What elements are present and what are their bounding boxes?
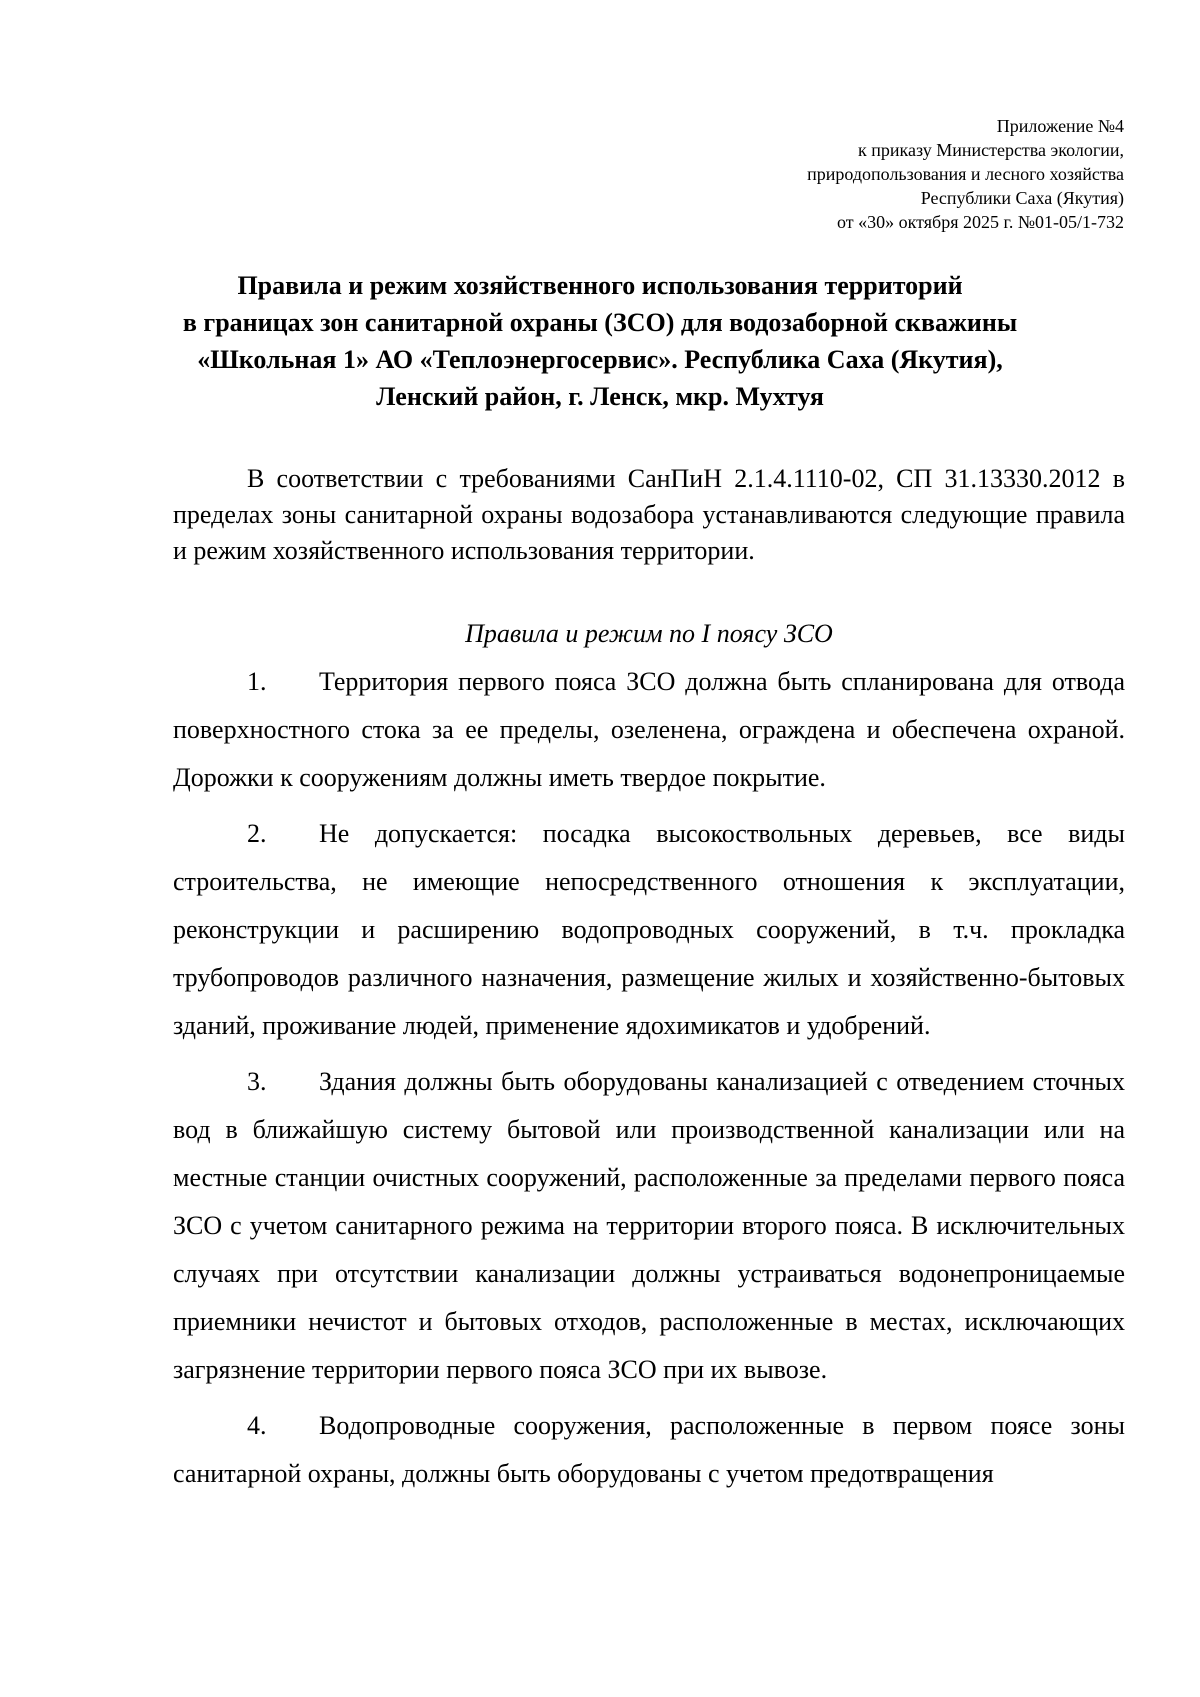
intro-paragraph: В соответствии с требованиями СанПиН 2.1.4.1110-02, СП 31.13330.2012 в пределах зоны санитарной охраны водозабора устанавливаются следующие правила и режим хозяйственного использования территории. <box>173 464 1125 565</box>
rule-text: Не допускается: посадка высокоствольных деревьев, все виды строительства, не имеющие непосредственного отношения к эксплуатации, реконструкции и расширению водопроводных сооружений, в т.ч. прокладка трубопроводов различного назначения, размещение жилых и хозяйственно-бытовых зданий, проживание людей, применение ядохимикатов и удобрений. <box>173 819 1125 1040</box>
title-line: Ленский район, г. Ленск, мкр. Мухтуя <box>376 382 824 411</box>
appendix-line: от «30» октября 2025 г. №01-05/1-732 <box>837 212 1124 232</box>
rule-item <box>173 810 1125 1050</box>
title-line: «Школьная 1» АО «Теплоэнергосервис». Республика Саха (Якутия), <box>197 345 1003 374</box>
appendix-line: природопользования и лесного хозяйства <box>807 164 1124 184</box>
rule-item <box>173 658 1125 802</box>
appendix-line: Приложение №4 <box>996 116 1124 136</box>
intro-section <box>173 461 1125 569</box>
appendix-reference <box>807 114 1124 234</box>
appendix-line: Республики Саха (Якутия) <box>920 188 1124 208</box>
rules-list <box>173 658 1125 1506</box>
rule-number: 1. <box>247 667 267 696</box>
rule-item <box>173 1402 1125 1498</box>
rule-text: Здания должны быть оборудованы канализацией с отведением сточных вод в ближайшую систему бытовой или производственной канализации или на местные станции очистных сооружений, расположенные за пределами первого пояса ЗСО с учетом санитарного режима на территории второго пояса. В исключительных случаях при отсутствии канализации должны устраиваться водонепроницаемые приемники нечистот и бытовых отходов, расположенные в местах, исключающих загрязнение территории первого пояса ЗСО при их вывозе. <box>173 1067 1125 1384</box>
rule-item <box>173 1058 1125 1394</box>
rule-number: 2. <box>247 819 267 848</box>
appendix-line: к приказу Министерства экологии, <box>857 140 1124 160</box>
section-heading: Правила и режим по I поясу ЗСО <box>465 619 833 648</box>
rule-text: Водопроводные сооружения, расположенные в первом поясе зоны санитарной охраны, должны быть оборудованы с учетом предотвращения <box>173 1411 1125 1488</box>
document-title <box>150 267 1050 415</box>
title-line: Правила и режим хозяйственного использования территорий <box>237 271 963 300</box>
rule-number: 4. <box>247 1411 267 1440</box>
rule-number: 3. <box>247 1067 267 1096</box>
rule-text: Территория первого пояса ЗСО должна быть спланирована для отвода поверхностного стока за ее пределы, озеленена, ограждена и обеспечена охраной. Дорожки к сооружениям должны иметь твердое покрытие. <box>173 667 1125 792</box>
title-line: в границах зон санитарной охраны (ЗСО) для водозаборной скважины <box>182 308 1018 337</box>
